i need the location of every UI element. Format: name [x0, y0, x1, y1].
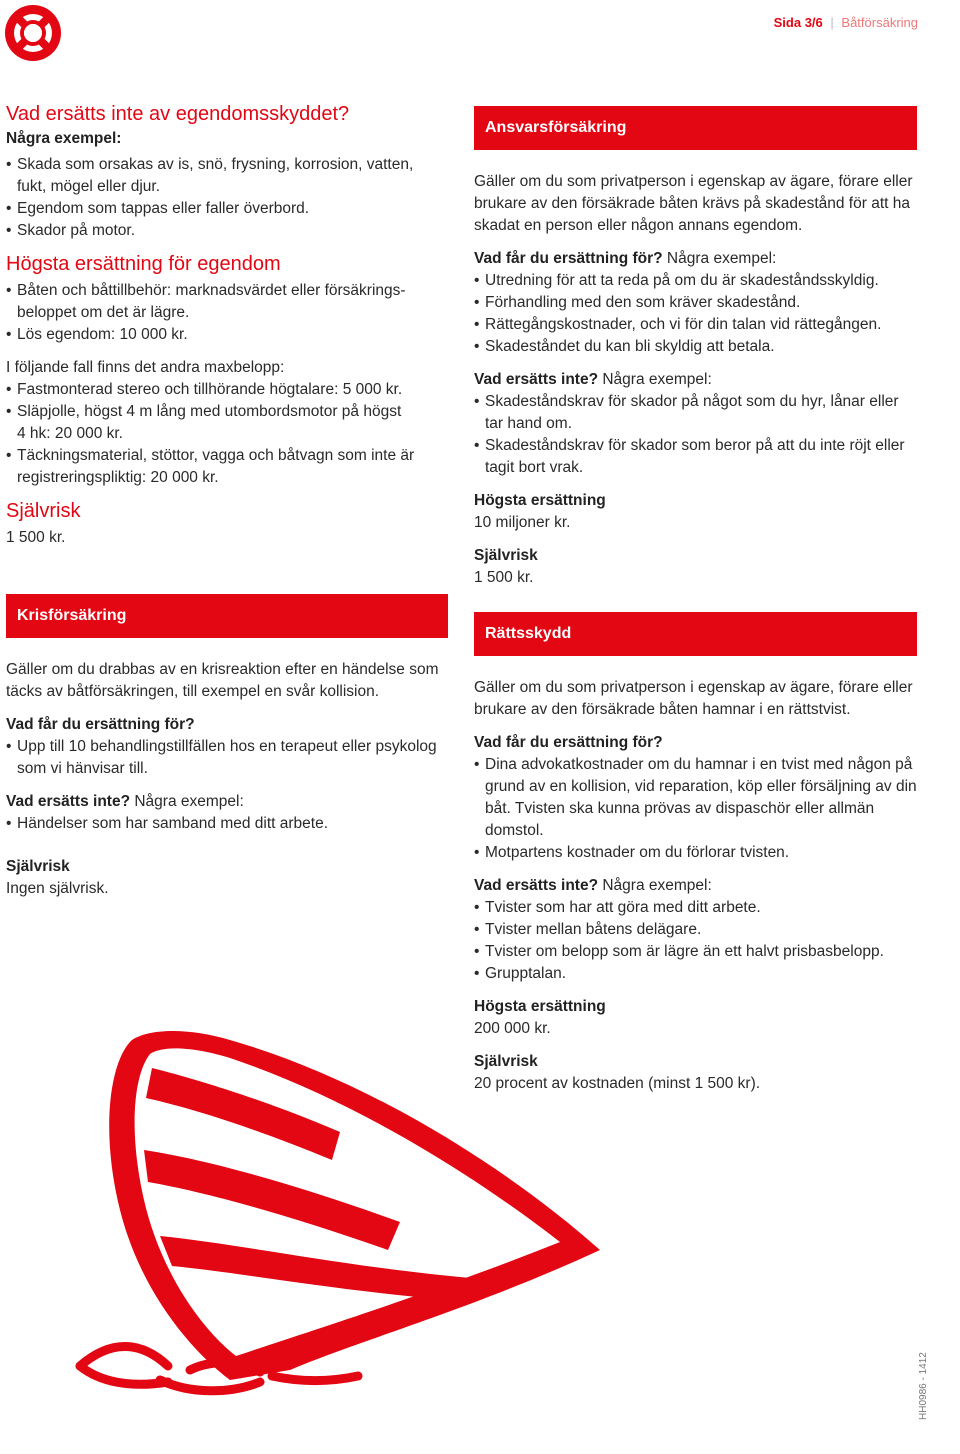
document-code: HH0986 - 1412: [918, 1352, 929, 1420]
ansvar-section: [474, 171, 919, 589]
list-item: • Skadeståndskrav för skador på något som du hyr, lånar eller tar hand om.: [474, 391, 919, 435]
kris-covered-label: Vad får du ersättning för?: [6, 716, 195, 733]
ansvar-examples-label: Några exempel:: [666, 250, 777, 267]
ansvar-not-covered-line: [474, 369, 919, 391]
ansvar-covered-line: [474, 248, 919, 270]
kris-banner: Krisförsäkring: [6, 594, 448, 638]
list-item: • Båten och båttillbehör: marknadsvärdet eller försäkrings-beloppet om det är lägre.: [6, 280, 446, 324]
ratt-examples-label: Några exempel:: [602, 877, 712, 894]
ratt-max-value: 200 000 kr.: [474, 1020, 551, 1037]
kris-section: [6, 659, 446, 900]
rowing-boat-illustration: [40, 1010, 640, 1400]
list-item: • Händelser som har samband med ditt arbete.: [6, 813, 446, 835]
kris-not-covered-label: Vad ersätts inte?: [6, 793, 131, 810]
not-covered-heading: Vad ersätts inte av egendomsskyddet?: [6, 103, 350, 125]
not-covered-list: [6, 154, 446, 242]
ansvar-covered-label: Vad får du ersättning för?: [474, 250, 663, 267]
ansvar-deductible-value: 1 500 kr.: [474, 569, 534, 586]
list-item: • Tvister som har att göra med ditt arbete.: [474, 897, 919, 919]
list-item: • Skadeståndskrav för skador som beror på att du inte röjt eller tagit bort vrak.: [474, 435, 919, 479]
list-item: • Tvister mellan båtens delägare.: [474, 919, 919, 941]
list-item: • Fastmonterad stereo och tillhörande högtalare: 5 000 kr.: [6, 379, 446, 401]
ratt-banner: Rättsskydd: [474, 612, 917, 656]
page-number: Sida 3/6: [773, 15, 823, 30]
other-max-list: [6, 379, 446, 489]
ansvar-not-covered-list: [474, 391, 919, 479]
page-header: [774, 15, 918, 30]
ratt-not-covered-line: [474, 875, 919, 897]
deductible-value: 1 500 kr.: [6, 529, 66, 546]
list-item: • Egendom som tappas eller faller överbord.: [6, 198, 446, 220]
list-item: • Lös egendom: 10 000 kr.: [6, 324, 446, 346]
max-list: [6, 280, 446, 346]
ratt-not-covered-list: [474, 897, 919, 985]
ratt-max-label: Högsta ersättning: [474, 998, 606, 1015]
kris-covered-list: [6, 736, 446, 780]
header-separator: |: [830, 15, 834, 30]
ratt-deductible-label: Självrisk: [474, 1053, 538, 1070]
ansvar-intro: Gäller om du som privatperson i egenskap av ägare, förare eller brukare av den försäkrade båten krävs på skadestånd för att ha skadat en person eller någon annans egendom.: [474, 173, 913, 234]
ratt-covered-label: Vad får du ersättning för?: [474, 734, 663, 751]
kris-intro: Gäller om du drabbas av en krisreaktion efter en händelse som täcks av båtförsäkringen, till exempel en svår kollision.: [6, 661, 439, 700]
ansvar-examples-label: Några exempel:: [602, 371, 712, 388]
ratt-intro: Gäller om du som privatperson i egenskap av ägare, förare eller brukare av den försäkrade båten hamnar i en rättstvist.: [474, 679, 913, 718]
kris-examples-label: Några exempel:: [134, 793, 244, 810]
list-item: • Upp till 10 behandlingstillfällen hos en terapeut eller psykolog som vi hänvisar till.: [6, 736, 446, 780]
ansvar-not-covered-label: Vad ersätts inte?: [474, 371, 599, 388]
list-item: • Utredning för att ta reda på om du är skadeståndsskyldig.: [474, 270, 919, 292]
lifebuoy-logo: [4, 4, 62, 62]
kris-not-covered-list: [6, 813, 446, 835]
other-max-intro: I följande fall finns det andra maxbelopp:: [6, 359, 285, 376]
ratt-deductible-value: 20 procent av kostnaden (minst 1 500 kr).: [474, 1075, 761, 1092]
kris-deductible-label: Självrisk: [6, 858, 70, 875]
ansvar-max-label: Högsta ersättning: [474, 492, 606, 509]
list-item: • Dina advokatkostnader om du hamnar i en tvist med någon på grund av en kollision, vid reparation, köp eller försäljning av din båt. Tvisten ska kunna prövas av dispaschör eller allmän domstol.: [474, 754, 919, 842]
ansvar-covered-list: [474, 270, 919, 358]
list-item: • Släpjolle, högst 4 m lång med utombordsmotor på högst 4 hk: 20 000 kr.: [6, 401, 446, 445]
ansvar-max-value: 10 miljoner kr.: [474, 514, 571, 531]
list-item: • Tvister om belopp som är lägre än ett halvt prisbasbelopp.: [474, 941, 919, 963]
list-item: • Förhandling med den som kräver skadestånd.: [474, 292, 919, 314]
doc-title: Båtförsäkring: [841, 15, 918, 30]
list-item: • Skadeståndet du kan bli skyldig att betala.: [474, 336, 919, 358]
ratt-covered-list: [474, 754, 919, 864]
ansvar-banner: Ansvarsförsäkring: [474, 106, 917, 150]
deductible-heading: Självrisk: [6, 500, 81, 522]
kris-deductible-value: Ingen självrisk.: [6, 880, 109, 897]
list-item: • Motpartens kostnader om du förlorar tvisten.: [474, 842, 919, 864]
list-item: • Rättegångskostnader, och vi för din talan vid rättegången.: [474, 314, 919, 336]
list-item: • Grupptalan.: [474, 963, 919, 985]
ratt-not-covered-label: Vad ersätts inte?: [474, 877, 599, 894]
examples-label: Några exempel:: [6, 130, 122, 147]
list-item: • Skador på motor.: [6, 220, 446, 242]
kris-not-covered-line: [6, 791, 446, 813]
left-column: [6, 102, 446, 549]
list-item: • Täckningsmaterial, stöttor, vagga och båtvagn som inte är registreringspliktig: 20 000 kr.: [6, 445, 446, 489]
ansvar-deductible-label: Självrisk: [474, 547, 538, 564]
list-item: • Skada som orsakas av is, snö, frysning, korrosion, vatten, fukt, mögel eller djur.: [6, 154, 446, 198]
max-compensation-heading: Högsta ersättning för egendom: [6, 253, 281, 275]
